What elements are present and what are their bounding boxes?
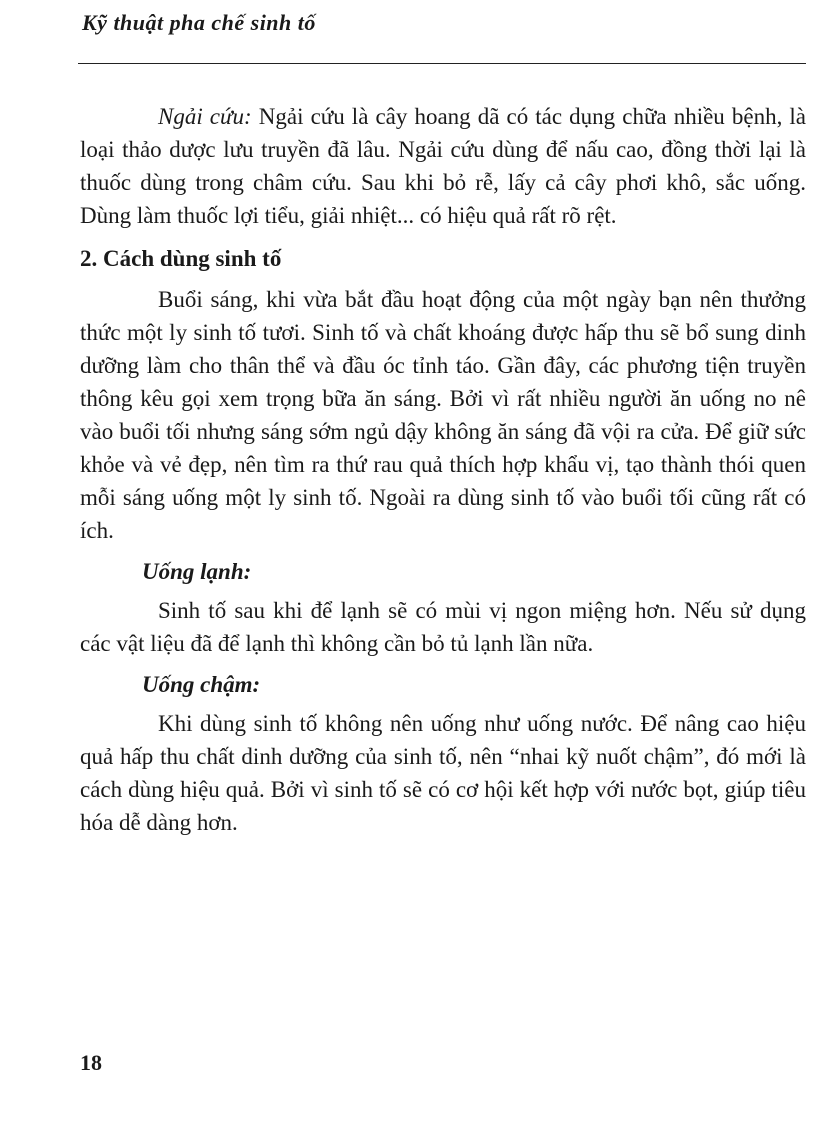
running-header-title: Kỹ thuật pha chế sinh tố (82, 10, 316, 35)
cold-drink-heading: Uống lạnh: (142, 559, 252, 584)
slow-drink-paragraph: Khi dùng sinh tố không nên uống như uống nước. Để nâng cao hiệu quả hấp thu chất dinh dưỡng của sinh tố, nên “nhai kỹ nuốt chậm”, đó mới là cách dùng hiệu quả. Bởi vì sinh tố sẽ có cơ hội kết hợp với nước bọt, giúp tiêu hóa dễ dàng hơn. (80, 711, 806, 835)
page-number: 18 (80, 1050, 102, 1075)
header-divider (78, 63, 806, 64)
slow-drink-heading: Uống chậm: (142, 672, 261, 697)
page-body (80, 100, 806, 839)
section-paragraph: Buổi sáng, khi vừa bắt đầu hoạt động của một ngày bạn nên thưởng thức một ly sinh tố tươi. Sinh tố và chất khoáng được hấp thu sẽ bổ sung dinh dưỡng làm cho thân thể và đầu óc tỉnh táo. Gần đây, các phương tiện truyền thông kêu gọi xem trọng bữa ăn sáng. Bởi vì rất nhiều người ăn uống no nê vào buổi tối nhưng sáng sớm ngủ dậy không ăn sáng đã vội ra cửa. Để giữ sức khỏe và vẻ đẹp, nên tìm ra thứ rau quả thích hợp khẩu vị, tạo thành thói quen mỗi sáng uống một ly sinh tố. Ngoài ra dùng sinh tố vào buổi tối cũng rất có ích. (80, 287, 806, 543)
intro-body-text: Ngải cứu là cây hoang dã có tác dụng chữa nhiều bệnh, là loại thảo dược lưu truyền đã lâu. Ngải cứu dùng để nấu cao, đồng thời lại là thuốc dùng trong châm cứu. Sau khi bỏ rễ, lấy cả cây phơi khô, sắc uống. Dùng làm thuốc lợi tiểu, giải nhiệt... có hiệu quả rất rõ rệt. (80, 104, 806, 228)
intro-lead-term: Ngải cứu: (158, 104, 252, 129)
intro-paragraph (80, 100, 806, 232)
cold-drink-paragraph: Sinh tố sau khi để lạnh sẽ có mùi vị ngon miệng hơn. Nếu sử dụng các vật liệu đã để lạnh thì không cần bỏ tủ lạnh lần nữa. (80, 598, 806, 656)
section-heading: 2. Cách dùng sinh tố (80, 246, 282, 271)
